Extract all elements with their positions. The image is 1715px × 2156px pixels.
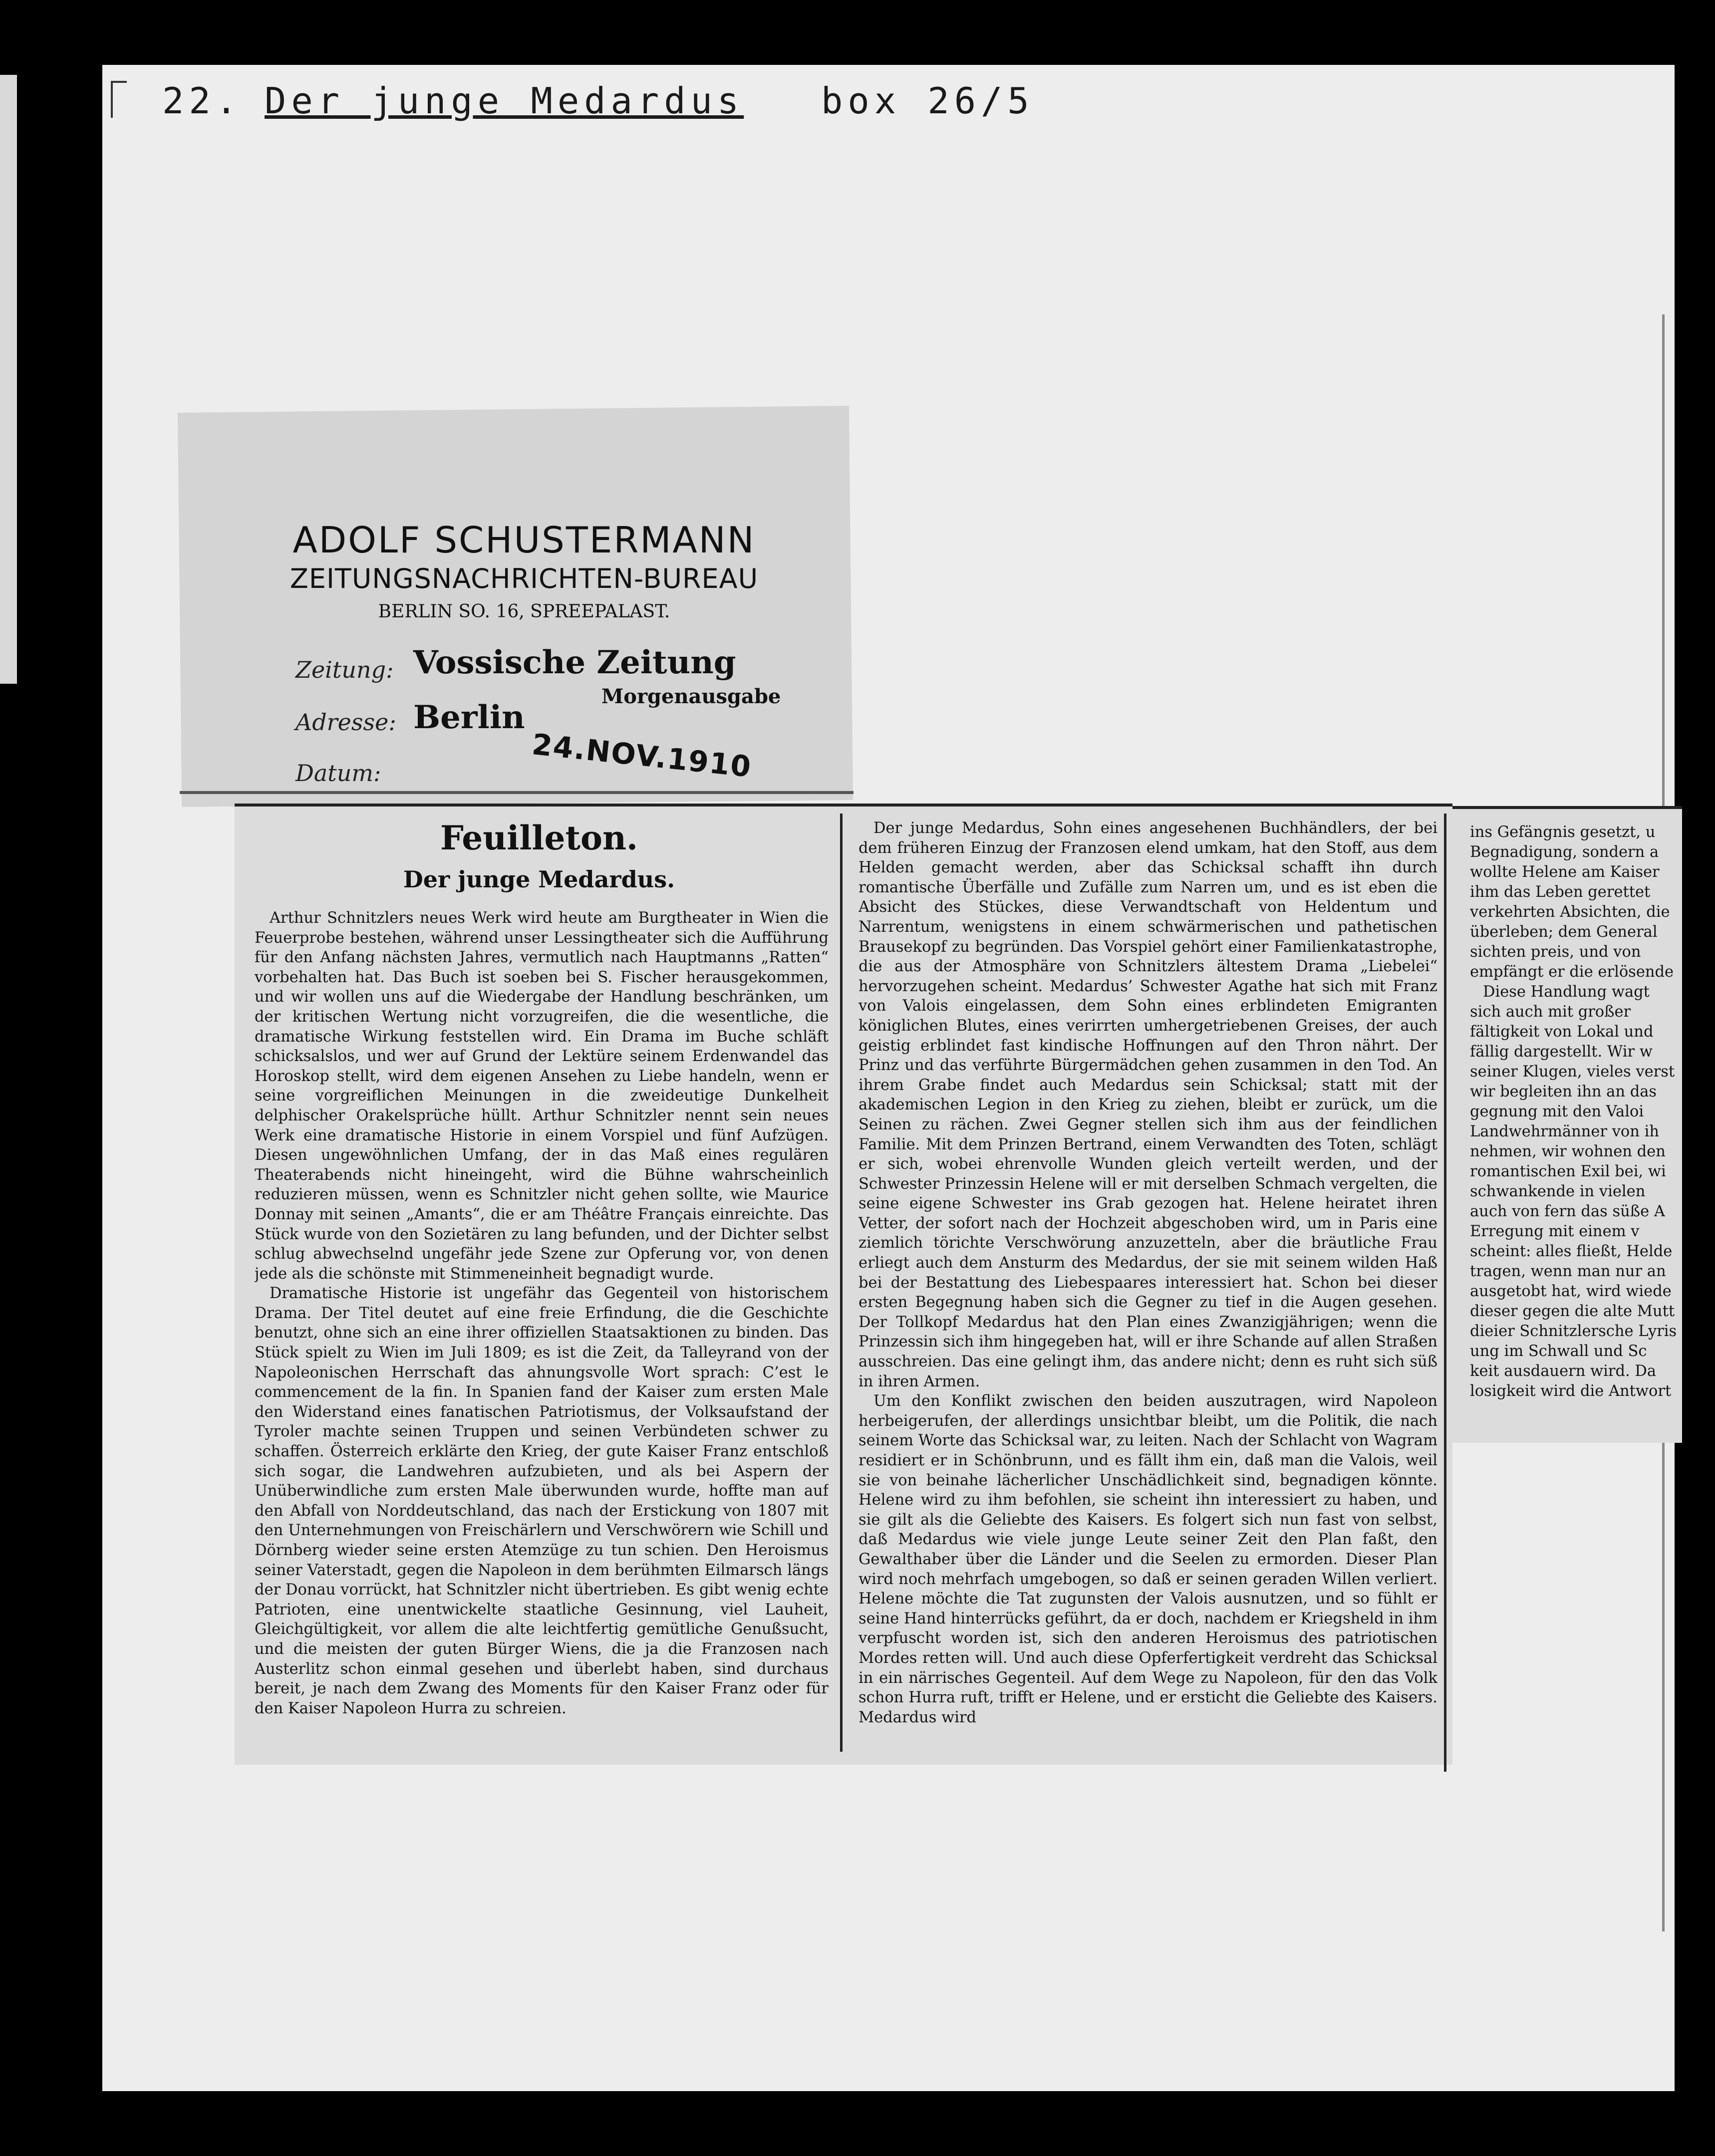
section-title: Feuilleton. <box>440 818 638 857</box>
column-line: Erregung mit einem v <box>1470 1223 1640 1240</box>
box-label: box 26/5 <box>821 80 1034 122</box>
column-line: sich auch mit großer <box>1470 1003 1631 1021</box>
column-line: romantischen Exil bei, wi <box>1470 1163 1666 1180</box>
column-line: fältigkeit von Lokal und <box>1470 1023 1654 1041</box>
bureau-address: BERLIN SO. 16, SPREEPALAST. <box>378 601 670 622</box>
column-line: fällig dargestellt. Wir w <box>1470 1043 1653 1061</box>
bureau-name: ZEITUNGSNACHRICHTEN-BUREAU <box>289 563 759 594</box>
column-line: seiner Klugen, vieles verst <box>1470 1063 1675 1080</box>
article-column-1 <box>255 908 829 1757</box>
column-line: losigkeit wird die Antwort <box>1470 1382 1672 1400</box>
paragraph: Um den Konflikt zwischen den beiden auszutragen, wird Napoleon herbeigerufen, der allerdings unsichtbar bleibt, um die Politik, die nach seinem Worte das Schicksal war, zu leiten. Nach der Schlacht von Wagram residiert er in Schönbrunn, und es fällt ihm ein, daß man die Valois, weil sie von beinahe lächerlicher Unschädlichkeit sind, begnadigen könnte. Helene wird zu ihm befohlen, sie scheint ihn interessiert zu haben, und sie gilt als die Geliebte des Kaisers. Es folgert sich nun fast von selbst, daß Medardus wie viele junge Leute seiner Zeit den Plan faßt, den Gewalthaber über die Länder und die Seelen zu ermorden. Dieser Plan wird noch mehrfach umgebogen, so daß er seinen geraden Willen verliert. Helene möchte die Tat zugunsten der Valois ausnutzen, und so fühlt er seine Hand hinterrücks geführt, da er doch, nachdem er Kriegsheld in ihm verpfuscht worden ist, sich den anderen Heroismus des patriotischen Mordes retten will. Und auch diese Opferfertigkeit verdreht das Schicksal in ein närrisches Gegenteil. Auf dem Wege zu Napoleon, für den das Volk schon Hurra ruft, trifft er Helene, und er ersticht die Geliebte des Kaisers. Medardus wird <box>858 1392 1437 1726</box>
column-line: schwankende in vielen <box>1470 1183 1646 1200</box>
column-line: wir begleiten ihn an das <box>1470 1083 1657 1100</box>
article-headline: Der junge Medardus. <box>403 866 675 893</box>
paragraph: Dramatische Historie ist ungefähr das Gegenteil von historischem Drama. Der Titel deutet auf eine freie Erfindung, die die Geschichte benutzt, ohne sich an eine ihrer offiziellen Staatsaktionen zu binden. Das Stück spielt zu Wien im Juli 1809; es ist die Zeit, da Talleyrand von der Napoleonischen Herrschaft das ahnungsvolle Wort sprach: C’est le commencement de la fin. In Spanien fand der Kaiser zum ersten Male den Widerstand eines fanatischen Patriotismus, der Volksaufstand der Tyroler machte seinen Truppen und seinen Verbündeten schwer zu schaffen. Österreich erklärte den Krieg, der gute Kaiser Franz entschloß sich sogar, die Landwehren aufzubieten, und als bei Aspern der Unüberwindliche zum ersten Male überwunden wurde, hoffte man auf den Abfall von Norddeutschland, das nach der Erstickung von 1807 mit den Unternehmungen von Freischärlern und Verschwörern wie Schill und Dörnberg wieder seine ersten Atemzüge zu tun schien. Den Heroismus seiner Vaterstadt, gegen die Napoleon in dem berühmten Eilmarsch längs der Donau vorrückt, hat Schnitzler nicht übertrieben. Es gibt wenig echte Patrioten, eine unentwickelte staatliche Gesinnung, viel Lauheit, Gleichgültigkeit, vor allem die alte leichtfertig gemütliche Genußsucht, und die meisten der guten Bürger Wiens, die ja die Franzosen nach Austerlitz schon einmal gesehen und überlebt haben, sind durchaus bereit, je nach dem Zwang des Moments für den Kaiser Franz oder für den Kaiser Napoleon Hurra zu schreien. <box>255 1285 829 1717</box>
column-line: überleben; dem General <box>1470 923 1658 941</box>
folder-title: Der junge Medardus <box>265 80 744 122</box>
adresse-value: Berlin <box>413 699 525 736</box>
column-line: ihm das Leben gerettet <box>1470 883 1651 901</box>
zeitung-label: Zeitung: <box>295 656 394 683</box>
column-line: empfängt er die erlösende <box>1470 963 1674 981</box>
column-line: wollte Helene am Kaiser <box>1470 863 1660 881</box>
column-line: ins Gefängnis gesetzt, u <box>1470 823 1656 841</box>
card-divider <box>180 791 854 794</box>
column-line: Landwehrmänner von ih <box>1470 1123 1660 1140</box>
column-line: nehmen, wir wohnen den <box>1470 1143 1666 1160</box>
column-rule <box>1444 813 1446 1772</box>
column-line: tragen, wenn man nur an <box>1470 1263 1666 1280</box>
folder-number: 22. <box>162 80 243 122</box>
edition-label: Morgenausgabe <box>601 685 781 708</box>
column-line: scheint: alles fließt, Helde <box>1470 1243 1673 1260</box>
paragraph: Arthur Schnitzlers neues Werk wird heute am Burgtheater in Wien die Feuerprobe bestehen, während unser Lessingtheater sich die Aufführung für den Anfang nächsten Jahres, vermutlich nach Hauptmanns „Ratten“ vorbehalten hat. Das Buch ist soeben bei S. Fischer herausgekommen, und wir wollen uns auf die Wiedergabe der Handlung beschränken, um der kritischen Wertung nicht vorzugreifen, die die wesentliche, die dramatische Wirkung feststellen wird. Ein Drama im Buche schläft schicksalslos, und wer auf Grund der Lektüre seinem Erdenwandel das Horoskop stellt, wird dem eigenen Ansehen zu Liebe handeln, wenn er seine vorgreiflichen Meinungen in die zweideutige Dunkelheit delphischer Orakelsprüche hüllt. Arthur Schnitzler nennt sein neues Werk eine dramatische Historie in einem Vorspiel und fünf Aufzügen. Diesen ungewöhnlichen Umfang, der in das Maß eines regulären Theaterabends nicht hineingeht, wird die Bühne wahrscheinlich reduzieren müssen, wenn es Schnitzler nicht gehen sollte, wie Maurice Donnay mit seinen „Amants“, die er am Théâtre Français einreichte. Das Stück wurde von den Sozietären zu lang befunden, und der Dichter selbst schlug abwechselnd ungefähr jede Szene zur Opferung vor, von denen jede als die schönste mit Stimmeneinheit begnadigt wurde. <box>255 909 829 1283</box>
column-line: Begnadigung, sondern a <box>1470 843 1659 861</box>
column-line: verkehrten Absichten, die <box>1470 903 1670 921</box>
column-line: dieier Schnitzlersche Lyris <box>1470 1323 1677 1340</box>
bureau-company: ADOLF SCHUSTERMANN <box>292 519 756 561</box>
article-column-3 <box>1470 822 1680 1436</box>
adresse-label: Adresse: <box>295 709 396 736</box>
column-line: dieser gegen die alte Mutt <box>1470 1303 1675 1320</box>
column-line: ausgetobt hat, wird wiede <box>1470 1283 1672 1300</box>
column-line: Diese Handlung wagt <box>1483 983 1650 1001</box>
datum-label: Datum: <box>295 760 381 787</box>
column-line: gegnung mit den Valoi <box>1470 1103 1644 1120</box>
corner-mark <box>111 81 127 118</box>
column-rule <box>840 813 843 1752</box>
date-stamp: 24.NOV.1910 <box>530 727 754 784</box>
column-line: keit ausdauern wird. Da <box>1470 1362 1657 1380</box>
column-line: auch von fern das süße A <box>1470 1203 1665 1220</box>
zeitung-value: Vossische Zeitung <box>413 644 736 681</box>
column-line: sichten preis, und von <box>1470 943 1641 961</box>
column-line: ung im Schwall und Sc <box>1470 1343 1647 1360</box>
article-column-2 <box>858 818 1437 1757</box>
paragraph: Der junge Medardus, Sohn eines angesehenen Buchhändlers, der bei dem früheren Einzug der Franzosen elend umkam, hat den Stoff, aus dem Helden gemacht werden, aber das Schicksal schafft ihn durch romantische Überfälle und Zufälle zum Narren um, und es ist eben die Absicht des Stückes, diese Verwandtschaft von Heldentum und Narrentum, wenigstens in einem schwärmerischen und pathetischen Brausekopf zu begründen. Das Vorspiel gehört einer Familienkatastrophe, die aus der Atmosphäre von Schnitzlers ältestem Drama „Liebelei“ hervorzugehen scheint. Medardus’ Schwester Agathe hat sich mit Franz von Valois eingelassen, dem Sohn eines erblindeten Emigranten königlichen Blutes, eines verirrten umhergetriebenen Greises, der auch geistig erblindet fast kindische Hoffnungen auf den Thron nährt. Der Prinz und das verführte Bürgermädchen gehen zusammen in den Tod. An ihrem Grabe findet auch Medardus sein Schicksal; statt mit der akademischen Legion in den Krieg zu ziehen, bleibt er zurück, um die Seinen zu rächen. Zwei Gegner stellen sich ihm aus der feindlichen Familie. Mit dem Prinzen Bertrand, einem Verwandten des Toten, schlägt er sich, wobei ehrenvolle Wunden gleich verteilt werden, und der Schwester Prinzessin Helene will er mit derselben Schmach vergelten, die seine eigene Schwester ins Grab gezogen hat. Helene heiratet ihren Vetter, der sofort nach der Hochzeit abgeschoben wird, um in Paris eine ziemlich törichte Verschwörung anzuzetteln, aber die bräutliche Frau erliegt auch dem Ansturm des Medardus, der sie mit seinem wilden Haß bei der Bestattung des Liebespaares interessiert hat. Schon bei dieser ersten Begegnung haben sich die Gegner zu tief in die Augen gesehen. Der Tollkopf Medardus hat den Plan eines Zwanzigjährigen; wenn die Prinzessin sich ihm hingegeben hat, will er ihre Schande auf allen Straßen ausschreien. Das eine gelingt ihm, das andere nicht; denn es ruht sich süß in ihren Armen. <box>858 819 1437 1390</box>
neighbor-page-edge <box>0 75 17 684</box>
